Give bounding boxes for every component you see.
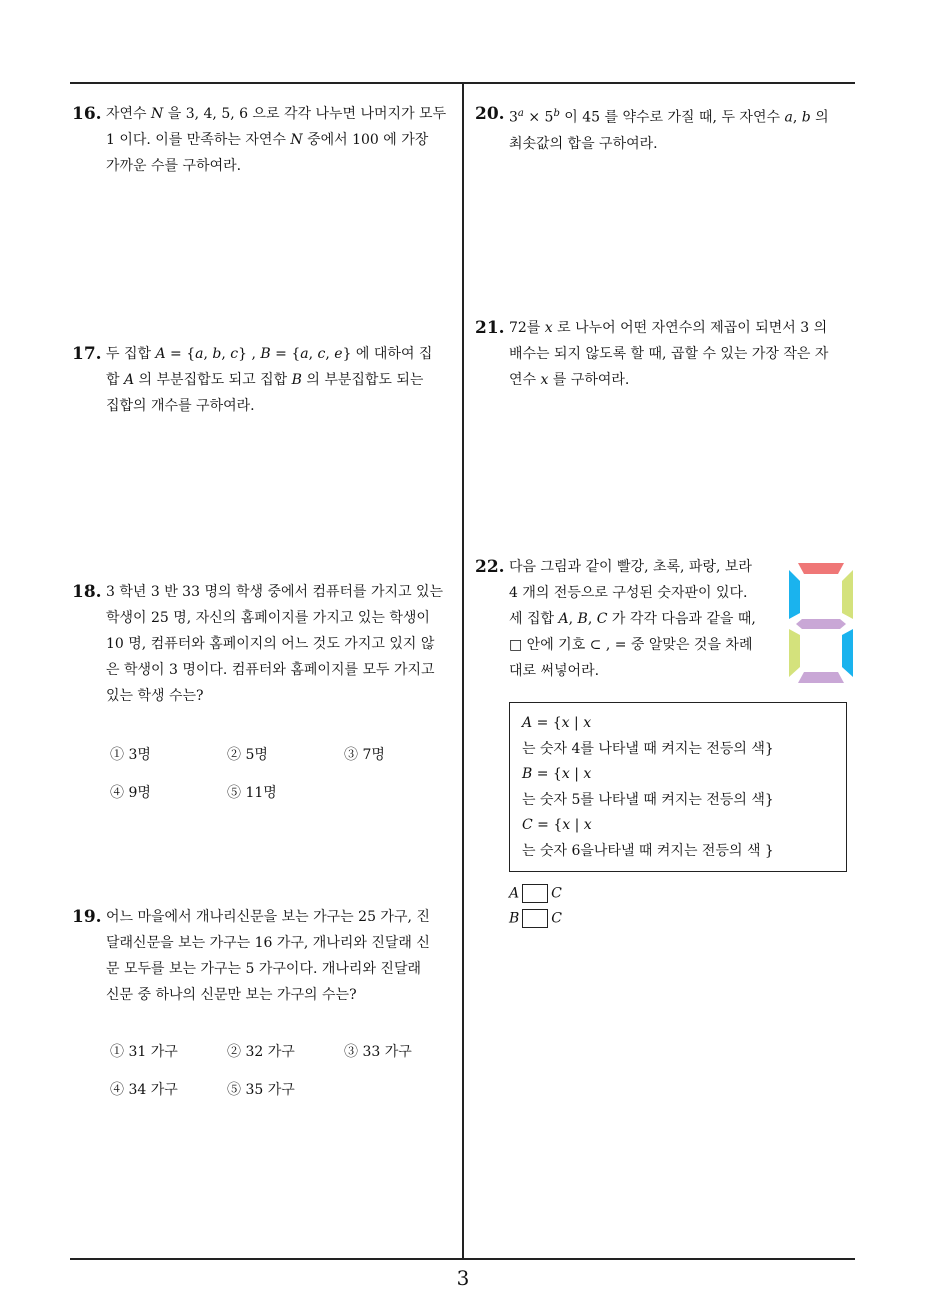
- math-symbol: c: [317, 346, 326, 362]
- text-line: 는 숫자 6을나타낼 때 켜지는 전등의 색 }: [522, 842, 774, 859]
- math-symbol: A: [558, 611, 569, 627]
- text-line: 신문 중 하나의 신문만 보는 가구의 수는?: [106, 987, 357, 1003]
- math-symbol: B: [291, 372, 302, 388]
- question-text: [509, 315, 859, 393]
- math-symbol: A: [522, 715, 533, 731]
- page-number: 3: [456, 1266, 470, 1290]
- segment-bottom-right: [842, 629, 853, 677]
- segment-top: [798, 563, 844, 574]
- math-symbol: x: [561, 766, 570, 782]
- relation-row-2: [509, 909, 562, 928]
- text-line: 10 명, 컴퓨터와 홈페이지의 어느 것도 가지고 있지 않: [106, 636, 435, 652]
- math-symbol: x: [583, 715, 592, 731]
- math-symbol: C: [522, 817, 533, 833]
- text-line: 학생이 25 명, 자신의 홈페이지를 가지고 있는 학생이: [106, 610, 430, 626]
- text-line: C = {x | x: [522, 817, 592, 833]
- text-line: 합 A 의 부분집합도 되고 집합 B 의 부분집합도 되는: [106, 372, 424, 388]
- math-symbol: x: [544, 320, 553, 336]
- math-symbol: B: [260, 346, 271, 362]
- relation-left: A: [509, 885, 520, 902]
- choice-1[interactable]: ① 3명: [110, 747, 151, 763]
- math-symbol: x: [583, 766, 592, 782]
- relation-right: C: [551, 885, 562, 902]
- text-line: 4 개의 전등으로 구성된 숫자판이 있다.: [509, 585, 748, 601]
- text-line: $3^a \times 5^b$ 이 45 를 약수로 가질 때, 두 자연수 a, b 의: [509, 108, 829, 126]
- text-line: 어느 마을에서 개나리신문을 보는 가구는 25 가구, 진: [106, 909, 430, 925]
- text-line: 문 모두를 보는 가구는 5 가구이다. 개나리와 진달래: [106, 961, 421, 977]
- choice-4[interactable]: ④ 9명: [110, 785, 151, 801]
- math-symbol: x: [540, 372, 549, 388]
- math-symbol: x: [562, 817, 571, 833]
- question-text: [106, 579, 456, 709]
- math-exponent: a: [517, 108, 524, 119]
- question-number: 18.: [72, 582, 102, 602]
- choice-2[interactable]: ② 32 가구: [227, 1044, 295, 1060]
- text-line: 집합의 개수를 구하여라.: [106, 398, 255, 414]
- question-text: [106, 101, 456, 179]
- question-number: 20.: [475, 104, 505, 124]
- bottom-rule: [70, 1258, 855, 1260]
- math-symbol: A: [123, 372, 135, 388]
- text-line: 는 숫자 5를 나타낼 때 켜지는 전등의 색}: [522, 791, 774, 808]
- math-symbol: B: [522, 766, 533, 782]
- math-symbol: b: [212, 346, 222, 362]
- question-text: [106, 904, 456, 1008]
- text-line: 1 이다. 이를 만족하는 자연수 N 중에서 100 에 가장: [106, 132, 429, 148]
- text-line: 다음 그림과 같이 빨강, 초록, 파랑, 보라: [509, 559, 752, 575]
- question-number: 22.: [475, 557, 505, 577]
- text-line: 배수는 되지 않도록 할 때, 곱할 수 있는 가장 작은 자: [509, 346, 829, 362]
- question-text: [509, 554, 775, 684]
- segment-top-left: [789, 570, 800, 619]
- text-line: □ 안에 기호 ⊂ , = 중 알맞은 것을 차례: [509, 637, 753, 653]
- answer-blank[interactable]: [522, 884, 548, 903]
- text-line: 는 숫자 4를 나타낼 때 켜지는 전등의 색}: [522, 740, 774, 757]
- math-exponent: b: [553, 108, 560, 119]
- math-symbol: x: [561, 715, 570, 731]
- text-line: 두 집합 A = {a, b, c} , B = {a, c, e} 에 대하여 집: [106, 346, 433, 362]
- text-line: 달래신문을 보는 가구는 16 가구, 개나리와 진달래 신: [106, 935, 430, 951]
- question-text: [106, 341, 456, 419]
- seven-segment-display: [786, 561, 856, 685]
- question-21: [475, 315, 859, 393]
- text-line: 연수 x 를 구하여라.: [509, 372, 630, 388]
- math-symbol: c: [230, 346, 239, 362]
- math-symbol: B: [577, 611, 588, 627]
- question-text: [509, 101, 859, 157]
- relation-row-1: [509, 884, 562, 903]
- text-line: A = {x | x: [522, 715, 592, 731]
- text-line: 대로 써넣어라.: [509, 663, 600, 679]
- choice-1[interactable]: ① 31 가구: [110, 1044, 178, 1060]
- question-19: [72, 904, 456, 1008]
- question-20: [475, 101, 859, 157]
- question-22: [475, 554, 775, 684]
- answer-blank[interactable]: [522, 909, 548, 928]
- math-symbol: e: [334, 346, 343, 362]
- choice-4[interactable]: ④ 34 가구: [110, 1082, 178, 1098]
- choice-5[interactable]: ⑤ 35 가구: [227, 1082, 295, 1098]
- text-line: 72를 x 로 나누어 어떤 자연수의 제곱이 되면서 3 의: [509, 320, 828, 336]
- text-line: 가까운 수를 구하여라.: [106, 158, 242, 174]
- question-16: [72, 101, 456, 179]
- math-symbol: b: [801, 109, 811, 126]
- segment-bottom-left: [789, 629, 800, 677]
- text-line: 자연수 N 을 3, 4, 5, 6 으로 각각 나누면 나머지가 모두: [106, 106, 447, 122]
- math-symbol: C: [596, 611, 608, 627]
- choice-3[interactable]: ③ 7명: [344, 747, 385, 763]
- math-symbol: x: [583, 817, 592, 833]
- question-number: 19.: [72, 907, 102, 927]
- question-number: 17.: [72, 344, 102, 364]
- segment-bottom: [798, 672, 844, 683]
- text-line: 최솟값의 합을 구하여라.: [509, 135, 658, 152]
- math-symbol: a: [784, 109, 793, 126]
- math-symbol: a: [195, 346, 204, 362]
- question-18: [72, 579, 456, 709]
- choice-5[interactable]: ⑤ 11명: [227, 785, 277, 801]
- text-line: 3 학년 3 반 33 명의 학생 중에서 컴퓨터를 가지고 있는: [106, 584, 444, 600]
- math-symbol: a: [300, 346, 309, 362]
- math-symbol: N: [290, 132, 303, 148]
- column-divider: [462, 84, 464, 1258]
- choice-2[interactable]: ② 5명: [227, 747, 268, 763]
- segment-middle: [796, 619, 846, 629]
- choice-3[interactable]: ③ 33 가구: [344, 1044, 412, 1060]
- text-line: 있는 학생 수는?: [106, 688, 204, 704]
- text-line: 세 집합 A, B, C 가 각각 다음과 같을 때,: [509, 611, 756, 627]
- segment-top-right: [842, 570, 853, 619]
- question-number: 16.: [72, 104, 102, 124]
- question-number: 21.: [475, 318, 505, 338]
- text-line: B = {x | x: [522, 766, 592, 782]
- text-line: 은 학생이 3 명이다. 컴퓨터와 홈페이지를 모두 가지고: [106, 662, 435, 678]
- relation-right: C: [551, 910, 563, 927]
- math-symbol: A: [155, 346, 166, 362]
- set-definition-box: [509, 702, 847, 872]
- question-17: [72, 341, 456, 419]
- relation-left: B: [509, 910, 520, 927]
- math-symbol: N: [151, 106, 164, 122]
